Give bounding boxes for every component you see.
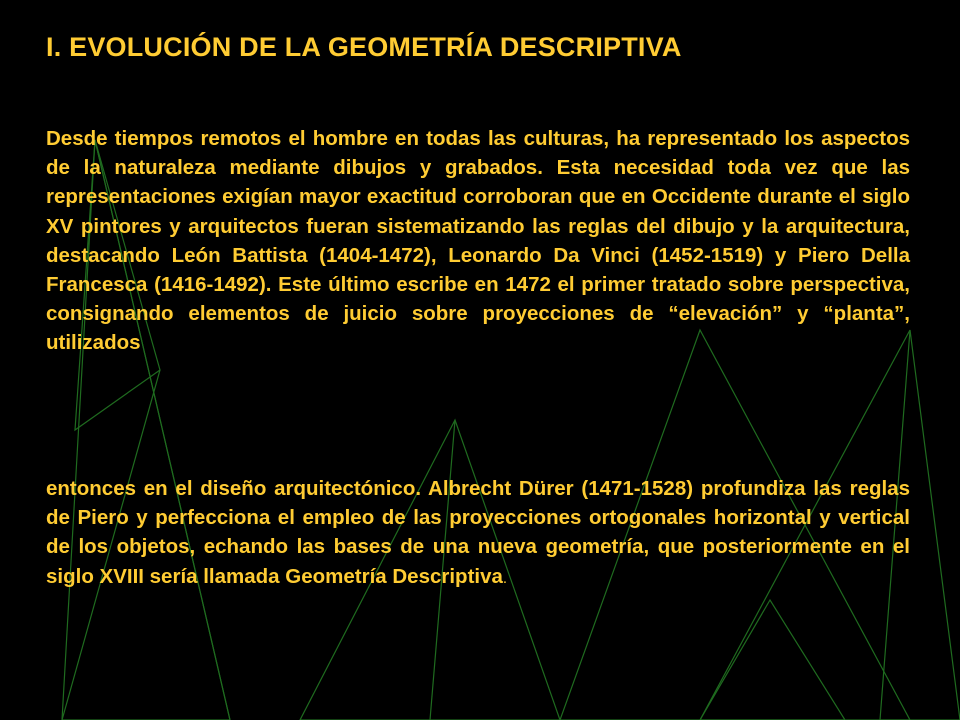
deco-triangle-right-small — [700, 600, 845, 720]
paragraph-2-text: entonces en el diseño arquitectónico. Albrecht Dürer (1471-1528) profundiza las reglas de Piero y perfecciona el empleo de las proyecciones ortogonales horizontal y vertical de los objetos, echando las bases de una nueva geometría, que posteriormente en el siglo XVIII sería llamada Geometría Descriptiva — [46, 477, 910, 588]
paragraph-1: Desde tiempos remotos el hombre en todas las culturas, ha representado los aspectos de la naturaleza mediante dibujos y grabados. Esta necesidad toda vez que las representaciones exigían mayor exactitud corroboran que en Occidente durante el siglo XV pintores y arquitectos fueran sistematizando las reglas del dibujo y la arquitectura, destacando León Battista (1404-1472), Leonardo Da Vinci (1452-1519) y Piero Della Francesca (1416-1492). Este último escribe en 1472 el primer tratado sobre perspectiva, consignando elementos de juicio sobre proyecciones de “elevación” y “planta”, utilizados — [46, 127, 910, 355]
paragraph-2 — [46, 474, 910, 593]
paragraph-2-trailing-period: . — [502, 569, 508, 587]
slide-title: I. EVOLUCIÓN DE LA GEOMETRÍA DESCRIPTIVA — [46, 32, 682, 62]
